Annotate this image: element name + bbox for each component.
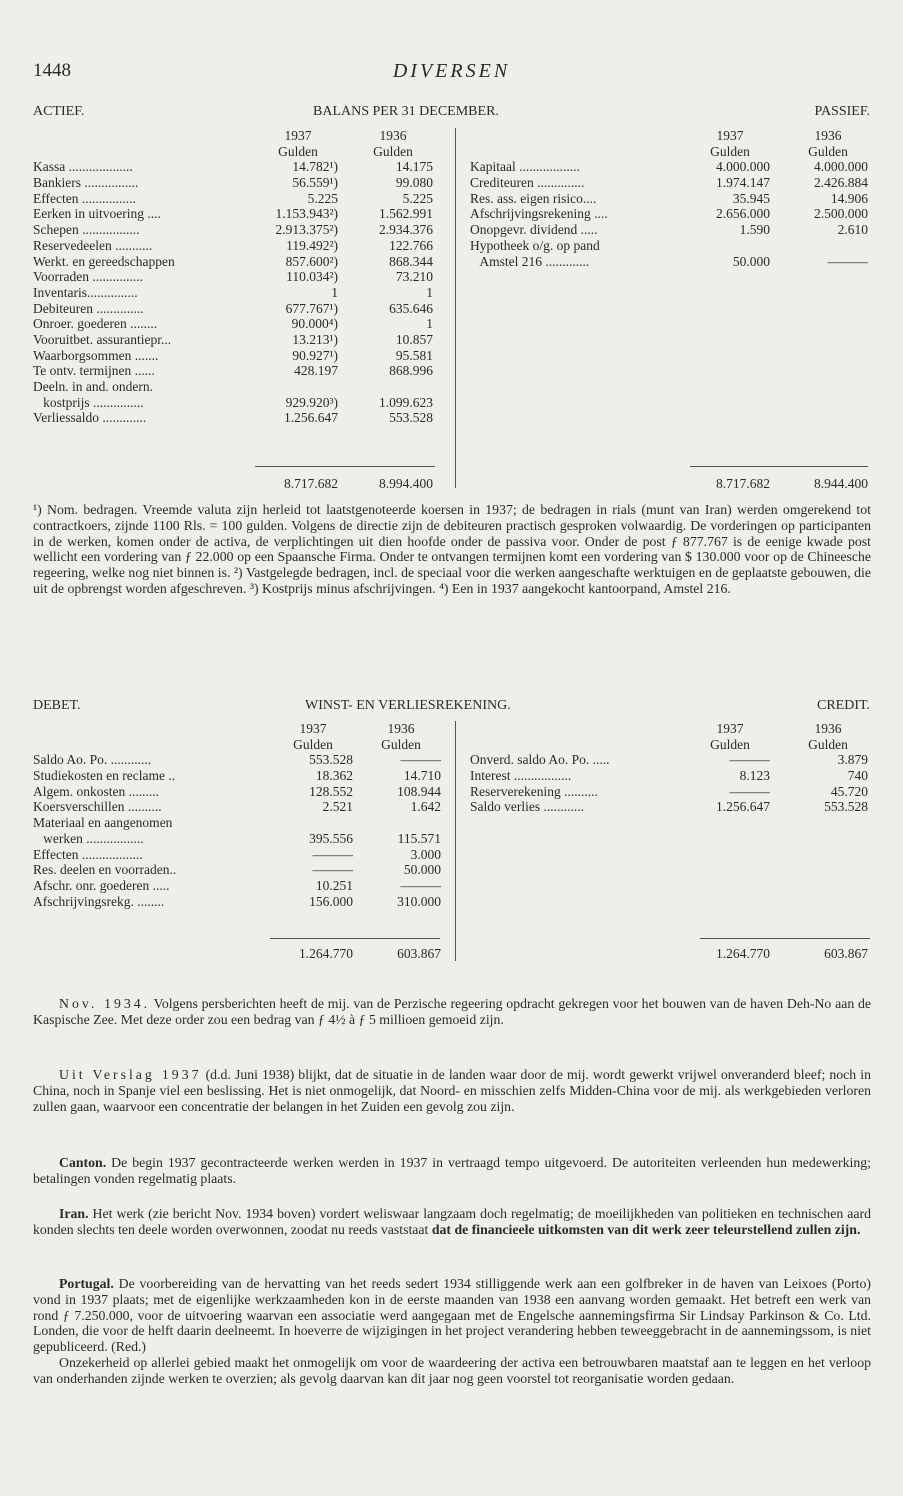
value-1937: 395.556 [309,830,353,846]
value-1936: 310.000 [397,893,441,909]
value-1936: 1.642 [410,799,441,815]
row-label: Studiekosten en reclame .. [33,768,176,784]
value-1936: 3.000 [410,846,441,862]
row-label: Afschrijvingsrekening .... [470,206,608,222]
value-1937: 156.000 [309,893,353,909]
pnl-center-title: WINST- EN VERLIESREKENING. [305,698,511,713]
liability-row [470,222,870,238]
value-1936: 14.906 [830,190,868,206]
value-1937: 553.528 [309,752,353,768]
balance-title-row [33,104,870,122]
liability-row [470,254,870,270]
value-1936: 2.610 [837,222,868,238]
row-label: kostprijs ............... [33,394,144,410]
row-label: Voorraden ............... [33,269,143,285]
row-label: Algem. onkosten ......... [33,783,159,799]
row-label: Deeln. in and. ondern. [33,379,153,394]
asset-row [33,395,445,411]
debit-total-rule [270,938,440,939]
credit-total-rule [700,938,870,939]
row-label: Eerken in uitvoering .... [33,206,161,222]
value-1937: 8.123 [739,768,770,784]
section-text: Volgens persberichten heeft de mij. van de Perzische regeering opdracht gekregen voor het bouwen van de haven Deh-No aan de Kaspische Zee. Met deze order zou een bedrag van ƒ 4½ à ƒ 5 millioen gemoeid zijn. [33,996,871,1027]
col-unit: Gulden [278,143,318,159]
balance-right-title: PASSIEF. [814,104,870,119]
value-1937: 428.197 [294,363,338,379]
value-1936: 50.000 [403,862,441,878]
value-1937: 5.225 [307,190,338,206]
value-1937: 18.362 [315,768,353,784]
row-label: Koersverschillen .......... [33,799,162,815]
liabilities-total-1937: 8.717.682 [716,476,770,491]
row-label: Vooruitbet. assurantiepr... [33,331,172,347]
closing-paragraph: Onzekerheid op allerlei gebied maakt het onmogelijk om voor de waardeering der activa een betrouwbaren maatstaf aan te leggen en het verloop van onderhanden zijnde werken te overzien; als gevolg daarvan kan dit jaar nog geen voorstel tot reorganisatie worden gedaan. [33,1354,871,1386]
col-unit: Gulden [710,143,750,159]
value-1936: 99.080 [395,175,433,191]
asset-row [33,238,445,254]
value-1937: 1.590 [739,222,770,238]
value-1936: 1 [426,284,433,300]
col-year-1936: 1936 [814,128,842,143]
value-1936: 553.528 [824,799,868,815]
col-year-1936: 1936 [814,721,842,736]
debit-total-row [33,946,445,962]
liability-row [470,175,870,191]
row-label: Schepen ................. [33,222,140,238]
row-label: Onroer. goederen ........ [33,316,158,332]
row-label: Afschrijvingsrekg. ........ [33,893,165,909]
value-1936: 635.646 [389,300,433,316]
debit-row [33,878,445,894]
debit-row [33,815,445,831]
section-portugal [33,1276,871,1387]
row-label: Amstel 216 ............. [470,253,590,269]
value-1937: ——— [312,862,353,878]
row-label: Hypotheek o/g. op pand [470,237,600,253]
value-1937: 2.913.375²) [275,222,338,238]
section-lead: Canton. [59,1155,107,1170]
debit-row [33,831,445,847]
asset-row [33,285,445,301]
row-label: Inventaris............... [33,284,138,300]
asset-row [33,363,445,379]
balance-liabilities-table [470,128,870,269]
value-1937: 110.034²) [286,269,338,285]
value-1936: 868.996 [389,363,433,379]
row-label: Res. deelen en voorraden.. [33,862,177,878]
value-1937: ——— [729,752,770,768]
assets-total-1936: 8.994.400 [379,476,433,491]
column-divider [455,128,456,488]
section-canton [33,1155,871,1187]
col-unit: Gulden [381,736,421,752]
asset-row [33,301,445,317]
section-text: (d.d. Juni 1938) blijkt, dat de situatie in de landen waar door de mij. wordt gewerkt vrijwel onveranderd bleef; noch in China, noch in Spanje viel een beslissing. Het is niet onmogelijk, dat Noord- en misschien zelfs Midden-China voor de mij. als werkgebieden verloren zullen gaan, waarvoor een concentratie der belangen in het Zuiden een gevolg zou zijn. [33,1067,872,1114]
asset-row [33,159,445,175]
balance-assets-table [33,128,445,426]
debit-row [33,862,445,878]
value-1936: 2.426.884 [814,175,868,191]
asset-row [33,175,445,191]
page-header [33,60,870,90]
credit-row [470,784,870,800]
pnl-credit-table [470,721,870,815]
row-label: Interest ................. [470,768,572,784]
row-label: Onverd. saldo Ao. Po. ..... [470,752,610,768]
value-1937: 14.782¹) [292,159,338,175]
row-label: Res. ass. eigen risico.... [470,190,597,206]
asset-row [33,206,445,222]
row-label: Reserverekening .......... [470,783,598,799]
section-lead: Uit Verslag 1937 [59,1067,202,1082]
col-year-1937: 1937 [716,128,744,143]
liabilities-total-1936: 8.944.400 [814,476,868,491]
asset-row [33,222,445,238]
credit-row [470,768,870,784]
value-1936: 14.175 [395,159,433,175]
row-label: Werkt. en gereedschappen [33,253,175,269]
value-1936: 553.528 [389,410,433,426]
asset-row [33,254,445,270]
pnl-right-title: CREDIT. [816,698,870,713]
liabilities-total-row [470,476,870,492]
value-1936: 122.766 [389,237,433,253]
value-1936: ——— [400,877,441,893]
value-1936: 1.562.991 [379,206,433,222]
value-1937: 119.492²) [286,237,338,253]
value-1937: 10.251 [315,877,353,893]
col-year-1936: 1936 [379,128,407,143]
row-label: Crediteuren .............. [470,175,585,191]
assets-total-row [33,476,445,492]
asset-row [33,410,445,426]
value-1936: 10.857 [395,331,433,347]
section-text: De begin 1937 gecontracteerde werken werden in 1937 in vertraagd tempo uitgevoerd. De autoriteiten verleenden hun medewerking; betalingen vonden regelmatig plaats. [33,1155,871,1186]
asset-row [33,191,445,207]
debit-row [33,752,445,768]
value-1936: 14.710 [403,768,441,784]
value-1937: 4.000.000 [716,159,770,175]
value-1936: 2.500.000 [814,206,868,222]
value-1937: 56.559¹) [292,175,338,191]
value-1936: 108.944 [397,783,441,799]
value-1937: 90.000⁴) [291,316,338,332]
value-1936: ——— [827,253,868,269]
value-1937: 929.920³) [285,394,338,410]
debit-total-1936: 603.867 [397,946,441,961]
asset-row [33,332,445,348]
value-1937: 13.213¹) [292,331,338,347]
running-title: DIVERSEN [392,60,511,82]
balance-left-title: ACTIEF. [33,104,85,119]
col-year-1936: 1936 [387,721,415,736]
col-unit: Gulden [293,736,333,752]
value-1937: 2.656.000 [716,206,770,222]
value-1937: ——— [312,846,353,862]
section-nov-1934 [33,996,871,1028]
debit-row [33,894,445,910]
row-label: Effecten ................ [33,190,136,206]
value-1936: 868.344 [389,253,433,269]
value-1936: 5.225 [402,190,433,206]
balance-footnote: ¹) Nom. bedragen. Vreemde valuta zijn herleid tot laatstgenoteerde koersen in 1937; de bedragen in rials (munt van Iran) werden omgerekend tot contractkoers, zijnde 1100 Rls. = 100 gulden. Volgens de directie zijn de debiteuren practisch gesproken volwaardig. De vorderingen op participanten in de werken, komen onder de activa, de verplichtingen uit dien hoofde onder de passiva voor. Onder de post ƒ 877.767 is de eenige kwade post wellicht een vordering van ƒ 22.000 op een Spaansche Firma. Onder te ontvangen termijnen komt een vordering van $ 130.000 voor op de Chineesche regeering, welke nog niet binnen is. ²) Vastgelegde bedragen, incl. de speciaal voor die werken aangeschafte werktuigen en de geplaatste gebouwen, die uit de opbrengst worden afgeschreven. ³) Kostprijs minus afschrijvingen. ⁴) Een in 1937 aangekocht kantoorpand, Amstel 216. [33,502,871,596]
value-1937: ——— [729,783,770,799]
col-unit: Gulden [710,736,750,752]
section-lead: Portugal. [59,1276,114,1291]
row-label: Kapitaal .................. [470,159,580,175]
row-label: Saldo verlies ............ [470,799,584,815]
value-1937: 1.256.647 [716,799,770,815]
debit-total-1937: 1.264.770 [299,946,353,961]
row-label: Waarborgsommen ....... [33,347,159,363]
row-label: Afschr. onr. goederen ..... [33,877,170,893]
liability-row [470,191,870,207]
row-label: Kassa ................... [33,159,133,175]
page-number: 1448 [33,60,71,81]
value-1936: 4.000.000 [814,159,868,175]
value-1936: 3.879 [837,752,868,768]
pnl-left-title: DEBET. [33,698,81,713]
value-1937: 1.256.647 [284,410,338,426]
section-verslag-1937 [33,1067,871,1114]
assets-total-rule [255,466,435,467]
row-label: Saldo Ao. Po. ............ [33,752,152,768]
row-label: werken ................. [33,830,144,846]
pnl-title-row [33,698,870,716]
credit-total-row [470,946,870,962]
asset-row [33,316,445,332]
row-label: Bankiers ................ [33,175,139,191]
col-unit: Gulden [808,736,848,752]
balance-center-title: BALANS PER 31 DECEMBER. [313,104,499,119]
asset-row [33,269,445,285]
value-1936: 73.210 [395,269,433,285]
value-1936: 740 [847,768,868,784]
liability-row [470,238,870,254]
row-label: Effecten .................. [33,846,143,862]
value-1937: 50.000 [732,253,770,269]
row-label: Reservedeelen ........... [33,237,153,253]
credit-total-1937: 1.264.770 [716,946,770,961]
value-1937: 1.974.147 [716,175,770,191]
section-lead: Iran. [59,1206,89,1221]
debit-row [33,799,445,815]
col-unit: Gulden [808,143,848,159]
pnl-debit-table [33,721,445,909]
liability-row [470,206,870,222]
value-1937: 857.600²) [285,253,338,269]
section-text: De voorbereiding van de hervatting van het reeds sedert 1934 stilliggende werk aan een golfbreker in de haven van Leixoes (Porto) vond in 1937 plaats; met de eigenlijke werkzaamheden kon in de eerste maanden van 1938 een aanvang worden gemaakt. Het betreft een werk van rond ƒ 7.250.000, voor de uitvoering waarvan een associatie werd aangegaan met de Engelsche aannemingsfirma Sir Lindsay Parkinson & Co. Ltd. Londen, die voor de helft daarin deelneemt. In hoeverre de wijzigingen in het project verandering hebben teweeggebracht in de aannemingssom, is niet gepubliceerd. (Red.) [33,1276,871,1355]
value-1937: 1 [331,284,338,300]
section-lead: Nov. 1934. [59,996,151,1011]
section-emphasis: dat de financieele uitkomsten van dit werk zeer teleurstellend zullen zijn. [431,1221,861,1237]
credit-total-1936: 603.867 [824,946,868,961]
row-label: Verliessaldo ............. [33,410,147,426]
col-year-1937: 1937 [284,128,312,143]
debit-row [33,784,445,800]
row-label: Te ontv. termijnen ...... [33,363,155,379]
credit-row [470,752,870,768]
row-label: Materiaal en aangenomen [33,815,173,831]
value-1936: 1 [426,316,433,332]
value-1937: 677.767¹) [285,300,338,316]
value-1937: 2.521 [322,799,353,815]
col-year-1937: 1937 [299,721,327,736]
value-1937: 90.927¹) [292,347,338,363]
section-text: Het werk (zie bericht Nov. 1934 boven) vordert weliswaar langzaam doch regelmatig; de moeilijkheden van politieken en technischen aard konden slechts ten deele worden overwonnen, zoodat nu reeds vaststaat [33,1206,871,1237]
row-label: Debiteuren .............. [33,300,144,316]
section-iran [33,1206,871,1238]
value-1937: 1.153.943²) [275,206,338,222]
value-1937: 128.552 [309,783,353,799]
row-label: Onopgevr. dividend ..... [470,222,598,238]
col-unit: Gulden [373,143,413,159]
value-1937: 35.945 [732,190,770,206]
value-1936: 115.571 [397,830,441,846]
value-1936: 1.099.623 [379,394,433,410]
value-1936: ——— [400,752,441,768]
col-year-1937: 1937 [716,721,744,736]
asset-row [33,379,445,395]
liability-row [470,159,870,175]
value-1936: 95.581 [395,347,433,363]
debit-row [33,847,445,863]
value-1936: 2.934.376 [379,222,433,238]
value-1936: 45.720 [830,783,868,799]
credit-row [470,799,870,815]
column-divider [455,721,456,961]
asset-row [33,348,445,364]
assets-total-1937: 8.717.682 [284,476,338,491]
debit-row [33,768,445,784]
liabilities-total-rule [690,466,868,467]
